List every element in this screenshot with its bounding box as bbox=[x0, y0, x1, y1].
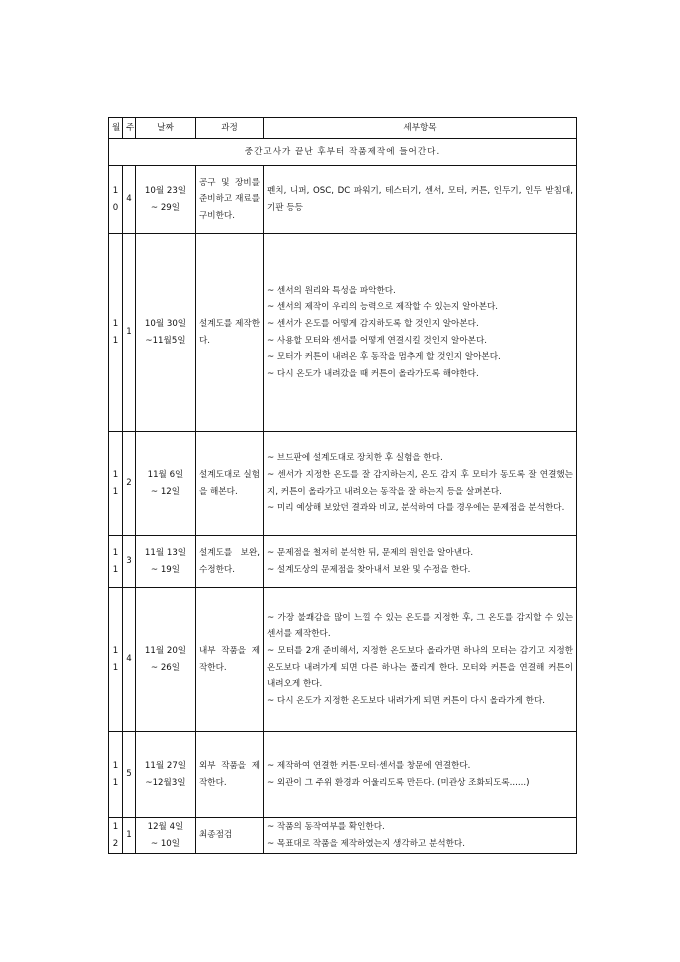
details-cell bbox=[264, 166, 577, 234]
date-start: 10월 23일 bbox=[144, 185, 187, 196]
date-cell bbox=[136, 234, 196, 432]
month-cell: 10 bbox=[109, 166, 123, 234]
detail-item: ~ 센서가 온도를 어떻게 감지하도록 할 것인지 알아본다. bbox=[267, 318, 479, 329]
process-cell: 설계도를 제작한다. bbox=[196, 234, 264, 432]
month-cell: 11 bbox=[109, 588, 123, 732]
month-cell: 12 bbox=[109, 818, 123, 854]
schedule-table bbox=[108, 117, 577, 854]
week-cell: 4 bbox=[123, 588, 136, 732]
detail-item: ~ 목표대로 작품을 제작하였는지 생각하고 분석한다. bbox=[267, 838, 465, 849]
process-cell: 외부 작품을 제작한다. bbox=[196, 732, 264, 818]
process-cell: 내부 작품을 제작한다. bbox=[196, 588, 264, 732]
date-start: 11월 6일 bbox=[147, 469, 184, 480]
header-row bbox=[109, 118, 577, 139]
detail-item: ~ 미리 예상해 보았던 결과와 비교, 분석하여 다를 경우에는 문제점을 분석한다. bbox=[267, 503, 565, 514]
date-start: 12월 4일 bbox=[147, 821, 184, 832]
process-cell: 설계도대로 실험을 해본다. bbox=[196, 432, 264, 536]
month-cell: 11 bbox=[109, 732, 123, 818]
detail-item: ~ 가장 불쾌감을 많이 느낄 수 있는 온도를 지정한 후, 그 온도를 감지할 수 있는 센서를 제작한다. bbox=[267, 612, 573, 640]
detail-item: ~ 모터가 커튼이 내려온 후 동작을 멈추게 할 것인지 알아본다. bbox=[267, 352, 501, 363]
detail-item: ~ 센서가 지정한 온도를 잘 감지하는지, 온도 감지 후 모터가 동도록 잘 연결했는지, 커튼이 올라가고 내려오는 동작을 잘 하는지 등을 살펴본다. bbox=[267, 469, 573, 497]
week-cell: 4 bbox=[123, 166, 136, 234]
date-end: ~ 29일 bbox=[150, 202, 181, 213]
detail-item: ~ 다시 온도가 내려갔을 때 커튼이 올라가도록 해야한다. bbox=[267, 368, 479, 379]
date-end: ~ 10일 bbox=[150, 838, 181, 849]
header-week: 주 bbox=[123, 118, 136, 139]
week-cell: 2 bbox=[123, 432, 136, 536]
detail-item: ~ 외관이 그 주위 환경과 어울리도록 만든다. (미관상 조화되도록......) bbox=[267, 777, 530, 788]
detail-item: ~ 센서의 제작이 우리의 능력으로 제작할 수 있는지 알아본다. bbox=[267, 302, 499, 313]
table-row bbox=[109, 166, 577, 234]
date-cell bbox=[136, 818, 196, 854]
date-end: ~ 26일 bbox=[150, 662, 181, 673]
table-row bbox=[109, 432, 577, 536]
detail-item: 펜치, 니퍼, OSC, DC 파워기, 테스터기, 센서, 모터, 커튼, 인두기, 인두 받침대, 기판 등등 bbox=[267, 185, 573, 213]
week-cell: 1 bbox=[123, 234, 136, 432]
date-start: 11월 13일 bbox=[144, 547, 187, 558]
details-cell bbox=[264, 432, 577, 536]
date-end: ~ 12일 bbox=[150, 486, 181, 497]
header-date: 날짜 bbox=[136, 118, 196, 139]
process-cell: 설계도를 보완, 수정한다. bbox=[196, 536, 264, 588]
table-row bbox=[109, 818, 577, 854]
month-cell: 11 bbox=[109, 234, 123, 432]
week-cell: 5 bbox=[123, 732, 136, 818]
date-start: 11월 27일 bbox=[144, 760, 187, 771]
month-cell: 11 bbox=[109, 432, 123, 536]
week-cell: 3 bbox=[123, 536, 136, 588]
table-row bbox=[109, 732, 577, 818]
date-cell bbox=[136, 432, 196, 536]
banner-row bbox=[109, 139, 577, 166]
detail-item: ~ 사용할 모터와 센서를 어떻게 연결시킬 것인지 알아본다. bbox=[267, 335, 487, 346]
header-details: 세부항목 bbox=[264, 118, 577, 139]
header-month: 월 bbox=[109, 118, 123, 139]
table-row bbox=[109, 536, 577, 588]
date-start: 10월 30일 bbox=[144, 318, 187, 329]
table-row bbox=[109, 588, 577, 732]
details-cell bbox=[264, 818, 577, 854]
date-end: ~ 19일 bbox=[150, 564, 181, 575]
detail-item: ~ 작품의 동작여부를 확인한다. bbox=[267, 821, 385, 832]
details-cell bbox=[264, 234, 577, 432]
date-cell bbox=[136, 166, 196, 234]
date-cell bbox=[136, 588, 196, 732]
detail-item: ~ 브드판에 설계도대로 장치한 후 실험을 한다. bbox=[267, 453, 443, 464]
detail-item: ~ 다시 온도가 지정한 온도보다 내려가게 되면 커튼이 다시 올라가게 한다. bbox=[267, 695, 545, 706]
week-cell: 1 bbox=[123, 818, 136, 854]
details-cell bbox=[264, 732, 577, 818]
header-process: 과정 bbox=[196, 118, 264, 139]
detail-item: ~ 센서의 원리와 특성을 파악한다. bbox=[267, 285, 396, 296]
date-start: 11월 20일 bbox=[144, 645, 187, 656]
table-row bbox=[109, 234, 577, 432]
banner-text: 중간고사가 끝난 후부터 작품제작에 들어간다. bbox=[109, 139, 577, 166]
date-cell bbox=[136, 732, 196, 818]
month-cell: 11 bbox=[109, 536, 123, 588]
detail-item: ~ 제작하여 연결한 커튼·모터·센서를 창문에 연결한다. bbox=[267, 760, 471, 771]
date-end: ~12월3일 bbox=[145, 777, 186, 788]
date-cell bbox=[136, 536, 196, 588]
process-cell: 공구 및 장비를 준비하고 재료를 구비한다. bbox=[196, 166, 264, 234]
details-cell bbox=[264, 588, 577, 732]
detail-item: ~ 설계도상의 문제점을 찾아내서 보완 및 수정을 한다. bbox=[267, 564, 471, 575]
process-cell: 최종점검 bbox=[196, 818, 264, 854]
date-end: ~11월5일 bbox=[145, 335, 186, 346]
detail-item: ~ 문제점을 철저히 분석한 뒤, 문제의 원인을 알아낸다. bbox=[267, 547, 474, 558]
detail-item: ~ 모터를 2개 준비해서, 지정한 온도보다 올라가면 하나의 모터는 감기고 지정한 온도보다 내려가게 되면 다른 하나는 풀리게 한다. 모터와 커튼을 연결해 커튼이 내려오게 한다. bbox=[267, 645, 573, 690]
details-cell bbox=[264, 536, 577, 588]
